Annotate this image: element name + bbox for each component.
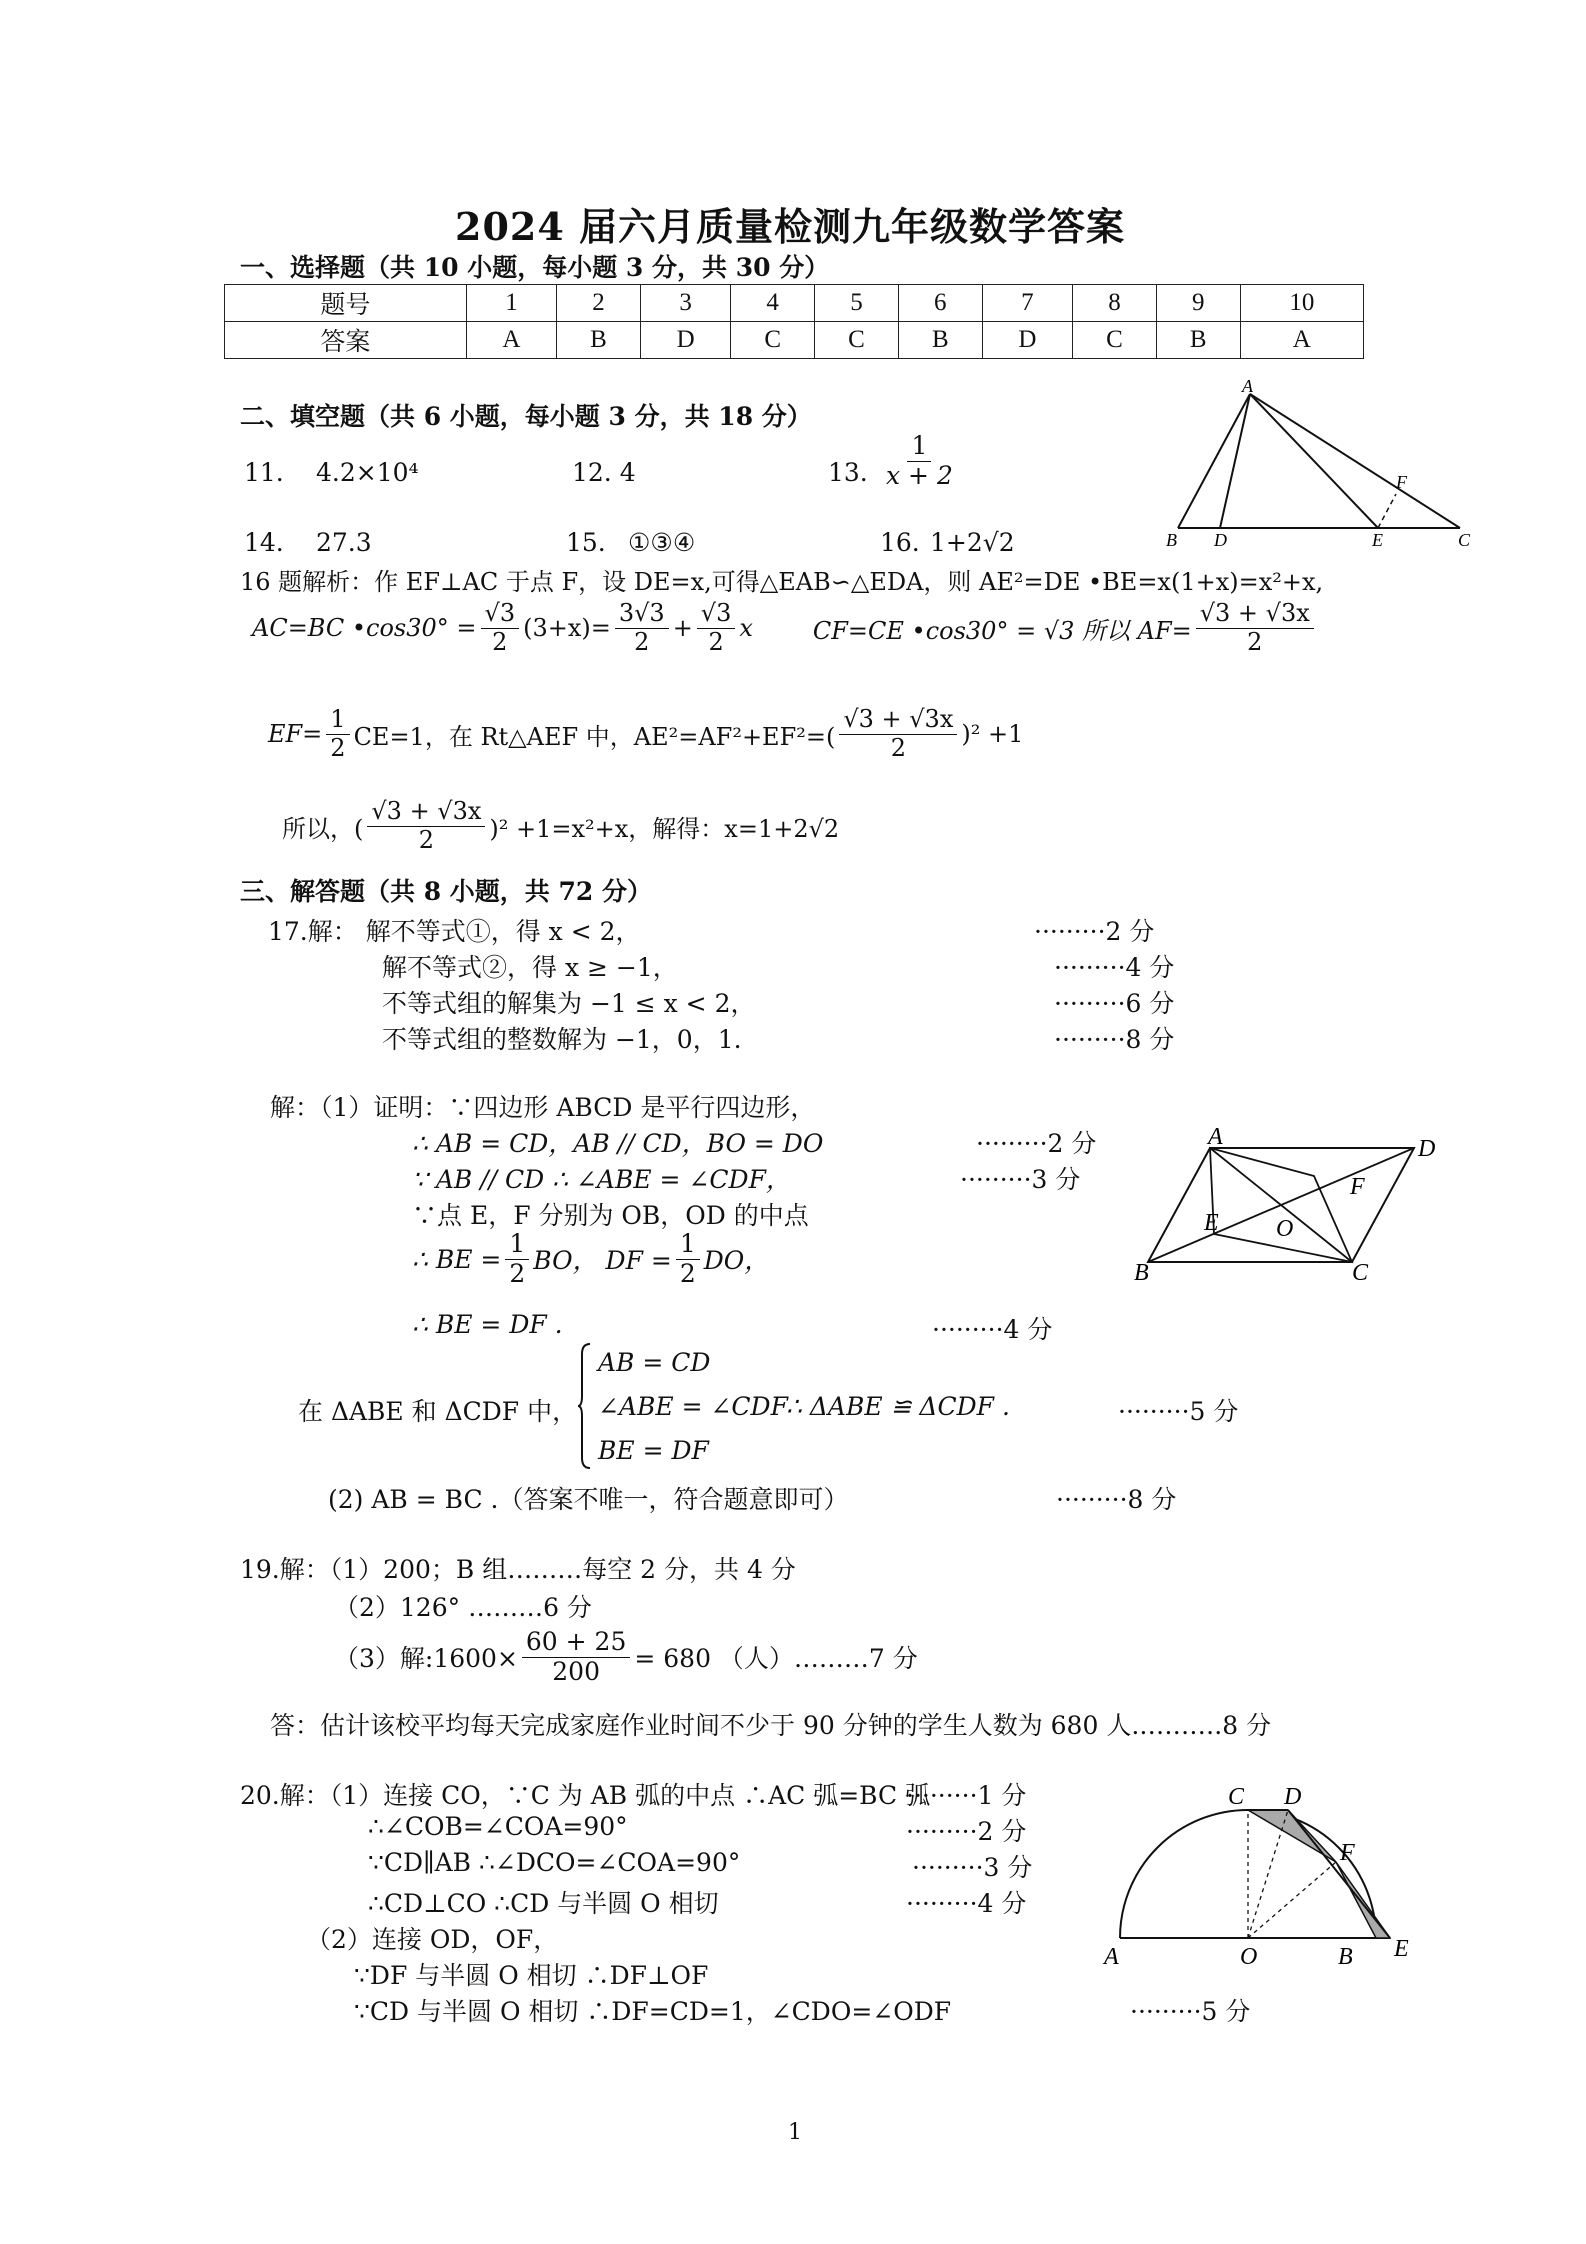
section1-heading: 一、选择题（共 10 小题，每小题 3 分，共 30 分） [240,253,830,282]
system-line: BE = DF [598,1436,709,1465]
table-row-questions [225,285,1364,322]
score-mark: ·········6 分 [1054,989,1175,1018]
fraction-numerator: 60 + 25 [522,1628,630,1658]
fraction-denominator: 2 [634,627,650,656]
q17-line: 17.解： 解不等式①，得 x < 2， [268,917,641,946]
fraction-denominator: 2 [418,825,435,854]
fraction-numerator: √3 [481,600,520,629]
table-cell: B [557,322,641,359]
score-mark: ·········3 分 [912,1853,1033,1882]
q20-line: ∵CD∥AB ∴∠DCO=∠COA=90° [368,1848,741,1877]
score-mark: ·········3 分 [960,1165,1081,1194]
table-cell: 5 [815,285,899,322]
fraction-numerator: √3 + √3x [367,798,485,827]
table-cell: 4 [731,285,815,322]
fraction-denominator: 2 [1247,627,1263,656]
fraction-denominator: 2 [708,627,724,656]
text: = 680 （人）………7 分 [634,1644,918,1674]
q18-triangle-intro: 在 ΔABE 和 ΔCDF 中， [298,1397,578,1426]
table-cell: 10 [1240,285,1363,322]
system-line: AB = CD [598,1348,711,1377]
figure-label-e: E [1394,1936,1409,1962]
q18-congruence: ∴ ΔABE ≌ ΔCDF . [786,1392,1010,1421]
text: CE=1，在 Rt△AEF 中，AE²=AF²+EF²=( [353,722,836,751]
table-cell: A [1240,322,1363,359]
q11-answer: 4.2×10⁴ [316,458,419,487]
figure-label-a: A [1242,380,1253,396]
text: DO， [703,1246,770,1276]
page-title: 2024 届六月质量检测九年级数学答案 [455,204,1125,249]
score-mark: ·········8 分 [1056,1485,1177,1514]
text: AC=BC •cos30° = [252,614,477,643]
system-line: ∠ABE = ∠CDF [598,1392,788,1421]
figure-label-a: A [1104,1944,1119,1970]
table-cell: 1 [466,285,556,322]
table-cell: C [1073,322,1157,359]
text: )² +1=x²+x，解得：x=1+2√2 [489,814,840,843]
figure-label-d: D [1214,530,1227,550]
figure-label-o: O [1276,1216,1294,1242]
q15-number: 15. [566,528,606,557]
q18-intro: 解：（1）证明：∵四边形 ABCD 是平行四边形， [270,1093,816,1122]
q13-number: 13. [828,458,868,487]
score-mark: ·········2 分 [976,1129,1097,1158]
q16-explanation-line3 [268,706,1023,762]
q14-answer: 27.3 [316,528,372,557]
q16-explanation-line1: 16 题解析：作 EF⊥AC 于点 F，设 DE=x,可得△EAB∽△EDA，则 AE²=DE •BE=x(1+x)=x²+x, [240,568,1324,596]
fraction-numerator: √3 + √3x [1196,600,1314,629]
text: + [672,614,693,643]
table-cell: C [815,322,899,359]
score-mark: ·········5 分 [1118,1397,1239,1426]
text: 所以，( [282,814,364,843]
q18-line: ∵ AB // CD ∴ ∠ABE = ∠CDF， [412,1165,791,1194]
table-cell: 答案 [225,322,467,359]
q18-line-fractions [412,1230,769,1289]
table-cell: D [982,322,1072,359]
q20-line: ∴∠COB=∠COA=90° [368,1812,628,1841]
q17-line: 解不等式②，得 x ≥ −1， [382,953,678,982]
figure-label-f: F [1396,472,1407,492]
q17-line: 不等式组的整数解为 −1，0，1. [382,1025,742,1054]
page-number: 1 [788,2120,802,2145]
q12-answer: 12. 4 [572,458,636,487]
text: ∴ BE = [412,1244,502,1274]
answer-table [224,284,1364,359]
section3-heading: 三、解答题（共 8 小题，共 72 分） [240,877,653,906]
q20-line: ∵DF 与半圆 O 相切 ∴DF⊥OF [354,1961,709,1990]
q19-line-fraction [334,1628,918,1687]
figure-label-b: B [1338,1944,1353,1970]
fraction-numerator: 1 [676,1230,700,1260]
score-mark: ·········5 分 [1130,1997,1251,2026]
fraction-numerator: √3 + √3x [839,706,957,735]
table-cell: 6 [898,285,982,322]
q15-answer: ①③④ [628,528,696,557]
system-brace [578,1342,592,1470]
q14-number: 14. [244,528,284,557]
table-cell: 8 [1073,285,1157,322]
fraction-denominator: x + 2 [886,460,953,490]
figure-label-e: E [1204,1210,1219,1236]
q20-semicircle-figure [1090,1780,1430,1980]
q19-line: （2）126° ………6 分 [334,1593,592,1622]
q20-line: （2）连接 OD，OF， [306,1925,559,1954]
q18-parallelogram-figure [1130,1120,1460,1290]
figure-label-c: C [1228,1784,1245,1810]
fraction-numerator: 1 [505,1230,529,1260]
table-cell: D [640,322,730,359]
q20-line: 20.解：（1）连接 CO，∵C 为 AB 弧的中点 ∴AC 弧=BC 弧 [240,1781,931,1810]
text: x [739,614,753,643]
q18-line: ∵点 E，F 分别为 OB，OD 的中点 [412,1201,809,1230]
fraction-denominator: 2 [890,733,906,762]
fraction-numerator: √3 [697,600,736,629]
table-cell: 9 [1156,285,1240,322]
figure-label-o: O [1240,1944,1258,1970]
table-cell: C [731,322,815,359]
q18-line: ∴ AB = CD，AB // CD，BO = DO [412,1129,824,1158]
table-cell: B [898,322,982,359]
text: (3+x)= [523,614,611,643]
fraction-denominator: 2 [679,1258,696,1288]
q16-explanation-line2 [252,600,1318,656]
score-mark: ·········4 分 [1054,953,1175,982]
q18-part2: (2) AB = BC .（答案不唯一，符合题意即可） [328,1485,849,1514]
figure-label-b: B [1134,1260,1149,1286]
fraction-numerator: 3√3 [615,600,669,629]
fraction-denominator: 2 [492,627,508,656]
fraction-denominator: 2 [509,1258,526,1288]
text: BO， DF = [533,1246,672,1276]
figure-label-d: D [1418,1136,1436,1162]
text: CF=CE •cos30° = √3 所以 AF= [812,616,1192,645]
score-mark: ·········2 分 [906,1817,1027,1846]
table-cell: 7 [982,285,1072,322]
score-mark: ·········4 分 [906,1889,1027,1918]
figure-label-a: A [1208,1124,1223,1150]
text: （3）解:1600× [334,1644,518,1674]
score-mark: ·········2 分 [1034,917,1155,946]
figure-label-f: F [1350,1174,1365,1200]
text: )² +1 [961,720,1024,749]
q17-line: 不等式组的解集为 −1 ≤ x < 2， [382,989,756,1018]
q16-number: 16. [880,528,920,557]
figure-label-d: D [1284,1784,1302,1810]
table-cell: A [466,322,556,359]
table-cell: 3 [640,285,730,322]
q18-line: ∴ BE = DF . [412,1310,563,1339]
fraction-denominator: 2 [330,733,346,762]
q19-line: 19.解：（1）200；B 组………每空 2 分，共 4 分 [240,1555,796,1584]
table-row-answers [225,322,1364,359]
fraction-numerator: 1 [326,706,349,735]
fraction-denominator: 200 [552,1656,600,1686]
q16-answer: 1+2√2 [930,528,1015,557]
q20-line: ∴CD⊥CO ∴CD 与半圆 O 相切 [368,1889,719,1918]
table-cell: 2 [557,285,641,322]
q19-conclusion: 答：估计该校平均每天完成家庭作业时间不少于 90 分钟的学生人数为 680 人.……….8 分 [270,1711,1272,1740]
figure-label-f: F [1340,1840,1355,1866]
fraction-numerator: 1 [907,432,931,462]
q16-explanation-line4 [282,798,839,854]
table-cell: 题号 [225,285,467,322]
q13-fraction [878,432,961,491]
section2-heading: 二、填空题（共 6 小题，每小题 3 分，共 18 分） [240,402,812,431]
score-mark: ·········8 分 [1054,1025,1175,1054]
figure-label-b: B [1166,530,1177,550]
q16-triangle-figure [1160,380,1480,550]
figure-label-c: C [1458,530,1471,550]
score-mark: ·········1 分 [906,1781,1027,1810]
figure-label-c: C [1352,1260,1369,1286]
q11-number: 11. [244,458,284,487]
score-mark: ·········4 分 [932,1315,1053,1344]
q20-line: ∵CD 与半圆 O 相切 ∴DF=CD=1，∠CDO=∠ODF [354,1997,952,2026]
text: EF= [268,720,323,749]
figure-label-e: E [1372,530,1383,550]
table-cell: B [1156,322,1240,359]
